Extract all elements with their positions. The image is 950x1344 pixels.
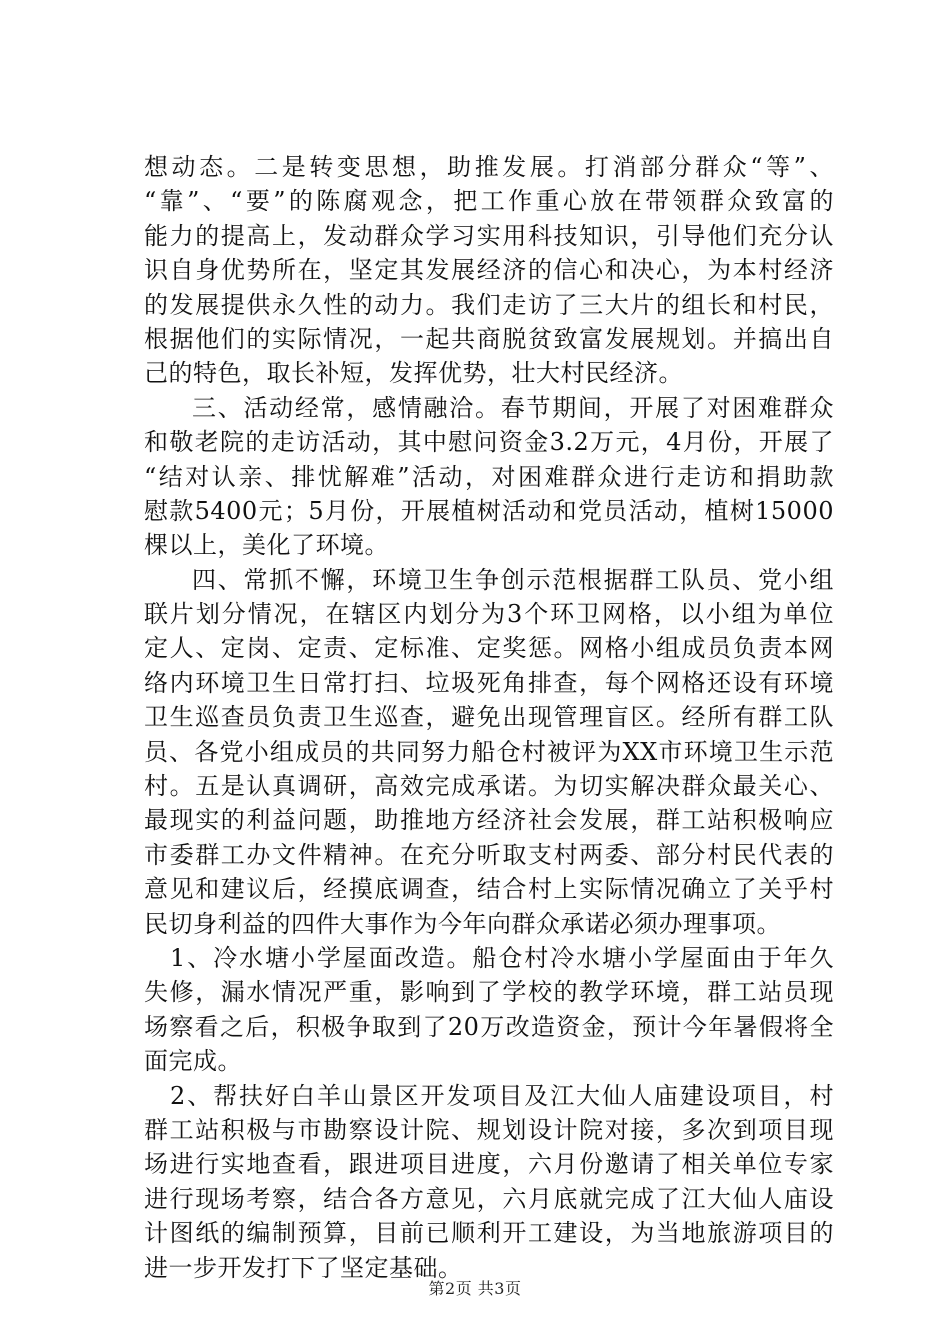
text-line: 面完成。 xyxy=(144,1047,242,1076)
text-line: 员、各党小组成员的共同努力船仓村被评为XX市环境卫生示范 xyxy=(144,737,834,766)
text-line: 识自身优势所在，坚定其发展经济的信心和决心，为本村经济 xyxy=(144,256,834,285)
text-line: 意见和建议后，经摸底调查，结合村上实际情况确立了关乎村 xyxy=(144,875,834,904)
text-line: 三、活动经常，感情融洽。春节期间，开展了对困难群众 xyxy=(192,393,834,422)
text-line: 联片划分情况，在辖区内划分为3个环卫网格，以小组为单位 xyxy=(144,600,834,629)
text-line: 能力的提高上，发动群众学习实用科技知识，引导他们充分认 xyxy=(144,221,834,250)
text-line: 想动态。二是转变思想，助推发展。打消部分群众“等”、 xyxy=(144,153,834,181)
text-line: 1、冷水塘小学屋面改造。船仓村冷水塘小学屋面由于年久 xyxy=(170,943,834,972)
text-line: 己的特色，取长补短，发挥优势，壮大村民经济。 xyxy=(144,359,683,388)
text-line: 2、帮扶好白羊山景区开发项目及江大仙人庙建设项目，村 xyxy=(170,1081,834,1110)
text-line: “结对认亲、排忧解难”活动，对困难群众进行走访和捐助款 xyxy=(144,462,834,491)
text-line: 的发展提供永久性的动力。我们走访了三大片的组长和村民， xyxy=(144,290,834,319)
text-line: “靠”、“要”的陈腐观念，把工作重心放在带领群众致富的 xyxy=(144,187,834,216)
text-line: 场察看之后，积极争取到了20万改造资金，预计今年暑假将全 xyxy=(144,1012,834,1041)
text-line: 络内环境卫生日常打扫、垃圾死角排查，每个网格还设有环境 xyxy=(144,668,834,697)
text-line: 定人、定岗、定责、定标准、定奖惩。网格小组成员负责本网 xyxy=(144,634,834,663)
text-line: 进行现场考察，结合各方意见，六月底就完成了江大仙人庙设 xyxy=(144,1184,834,1213)
text-line: 村。五是认真调研，高效完成承诺。为切实解决群众最关心、 xyxy=(144,772,834,801)
text-line: 进一步开发打下了坚定基础。 xyxy=(144,1253,463,1282)
text-line: 群工站积极与市勘察设计院、规划设计院对接，多次到项目现 xyxy=(144,1115,834,1144)
text-line: 棵以上，美化了环境。 xyxy=(144,531,389,560)
text-line: 计图纸的编制预算，目前已顺利开工建设，为当地旅游项目的 xyxy=(144,1219,834,1248)
text-line: 卫生巡查员负责卫生巡查，避免出现管理盲区。经所有群工队 xyxy=(144,703,834,732)
document-body xyxy=(144,150,834,1285)
text-line: 根据他们的实际情况，一起共商脱贫致富发展规划。并搞出自 xyxy=(144,324,834,353)
text-line: 市委群工办文件精神。在充分听取支村两委、部分村民代表的 xyxy=(144,840,834,869)
page-footer: 第2页 共3页 xyxy=(428,1279,522,1298)
text-line: 最现实的利益问题，助推地方经济社会发展，群工站积极响应 xyxy=(144,806,834,835)
text-line: 四、常抓不懈，环境卫生争创示范根据群工队员、党小组 xyxy=(192,565,834,594)
text-line: 场进行实地查看，跟进项目进度，六月份邀请了相关单位专家 xyxy=(144,1150,834,1179)
text-line: 失修，漏水情况严重，影响到了学校的教学环境，群工站员现 xyxy=(144,978,834,1007)
text-line: 民切身利益的四件大事作为今年向群众承诺必须办理事项。 xyxy=(144,909,781,938)
text-line: 慰款5400元；5月份，开展植树活动和党员活动，植树15000 xyxy=(144,496,834,525)
text-line: 和敬老院的走访活动，其中慰问资金3.2万元，4月份，开展了 xyxy=(144,428,834,457)
